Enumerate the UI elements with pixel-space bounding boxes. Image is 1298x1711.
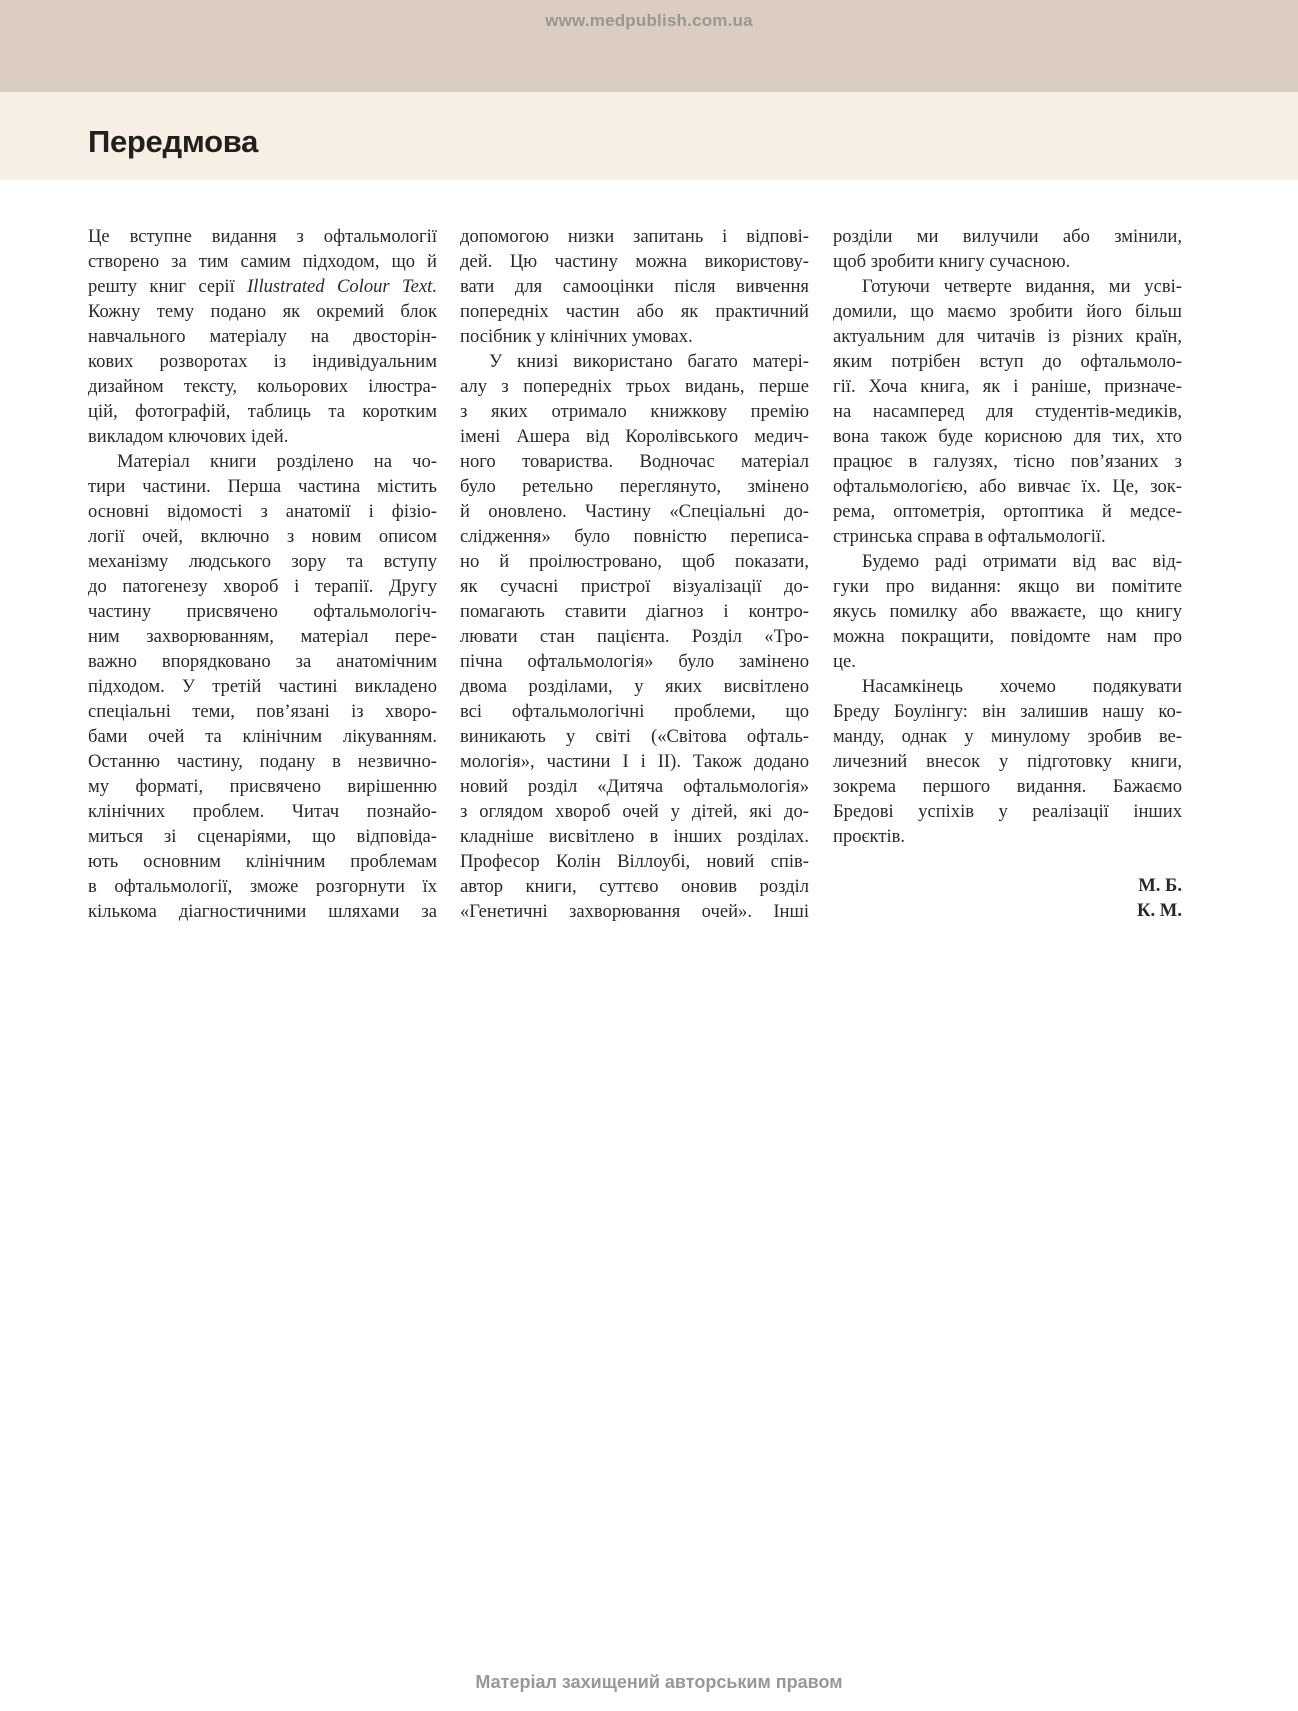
- text-line: [88, 674, 437, 699]
- text-column-2: [460, 224, 809, 924]
- text-line: [460, 499, 809, 524]
- line-text: ного товариства. Водночас матеріал: [460, 451, 809, 472]
- line-text: дей. Цю частину можна використову-: [460, 251, 809, 272]
- line-text: до патогенезу хвороб і терапії. Другу: [88, 576, 437, 597]
- text-line: [88, 224, 437, 249]
- text-line: [88, 799, 437, 824]
- text-line: [833, 574, 1182, 599]
- line-text: слідження» було повністю переписа-: [460, 526, 809, 547]
- text-line: [88, 249, 437, 274]
- line-text: ним захворюванням, матеріал пере-: [88, 626, 437, 647]
- text-line: [460, 649, 809, 674]
- line-text: гуки про видання: якщо ви помітите: [833, 576, 1182, 597]
- text-line: [460, 474, 809, 499]
- author-initials: К. М.: [1137, 900, 1182, 921]
- line-text: викладом ключових ідей.: [88, 426, 289, 447]
- line-text: спеціальні теми, пов’язані із хворо-: [88, 701, 437, 722]
- text-line: [833, 599, 1182, 624]
- line-text: виникають у світі («Світова офталь-: [460, 726, 809, 747]
- text-line: [460, 824, 809, 849]
- text-line: [833, 249, 1182, 274]
- text-line: [88, 624, 437, 649]
- text-line: [460, 574, 809, 599]
- line-text: решту книг серії: [88, 276, 248, 297]
- line-text: Це вступне видання з офтальмології: [88, 226, 437, 247]
- line-text: Матеріал книги розділено на чо-: [117, 451, 437, 472]
- line-text: лювати стан пацієнта. Розділ «Тро-: [460, 626, 809, 647]
- text-line: [460, 749, 809, 774]
- text-line: [88, 449, 437, 474]
- text-line: [88, 599, 437, 624]
- text-line: [460, 599, 809, 624]
- text-line: [460, 224, 809, 249]
- text-line: [460, 699, 809, 724]
- line-text: Кожну тему подано як окремий блок: [88, 301, 437, 322]
- text-line: [833, 224, 1182, 249]
- line-text: стринська справа в офтальмології.: [833, 526, 1106, 547]
- text-line: [833, 674, 1182, 699]
- line-text: в офтальмології, зможе розгорнути їх: [88, 876, 437, 897]
- line-text: імені Ашера від Королівського медич-: [460, 426, 809, 447]
- line-text: рема, оптометрія, ортоптика й медсе-: [833, 501, 1182, 522]
- text-column-1: [88, 224, 437, 924]
- line-text: му форматі, присвячено вирішенню: [88, 776, 437, 797]
- text-line: [833, 324, 1182, 349]
- line-text: личезний внесок у підготовку книги,: [833, 751, 1182, 772]
- header-band: [0, 0, 1298, 92]
- text-line: [833, 799, 1182, 824]
- text-column-3: [833, 224, 1182, 923]
- copyright-notice: Матеріал захищений авторським правом: [475, 1672, 843, 1692]
- line-text: кладніше висвітлено в інших розділах.: [460, 826, 809, 847]
- line-text: помагають ставити діагноз і контро-: [460, 601, 809, 622]
- line-text: попередніх частин або як практичний: [460, 301, 809, 322]
- text-line: [833, 724, 1182, 749]
- text-line: [833, 524, 1182, 549]
- line-text: створено за тим самим підходом, що й: [88, 251, 437, 272]
- text-line: [88, 274, 437, 299]
- text-line: [833, 824, 1182, 849]
- line-text: підходом. У третій частині викладено: [88, 676, 437, 697]
- line-text: Бредові успіхів у реалізації інших: [833, 801, 1182, 822]
- line-text: кількома діагностичними шляхами за: [88, 901, 437, 922]
- line-text: вати для самооцінки після вивчення: [460, 276, 809, 297]
- text-line: [460, 674, 809, 699]
- text-line: [460, 849, 809, 874]
- line-text: миться зі сценаріями, що відповіда-: [88, 826, 437, 847]
- text-line: [460, 399, 809, 424]
- text-line: [833, 699, 1182, 724]
- text-line: [460, 774, 809, 799]
- line-text: якусь помилку або вважаєте, що книгу: [833, 601, 1182, 622]
- line-text: У книзі використано багато матері-: [489, 351, 809, 372]
- text-line: [460, 799, 809, 824]
- line-text: й оновлено. Частину «Спеціальні до-: [460, 501, 809, 522]
- text-line: [460, 374, 809, 399]
- text-line: [88, 374, 437, 399]
- text-line: [88, 849, 437, 874]
- line-text: актуальним для читачів із різних країн,: [833, 326, 1182, 347]
- line-text: було ретельно переглянуто, змінено: [460, 476, 809, 497]
- text-line: [460, 424, 809, 449]
- text-line: [833, 399, 1182, 424]
- line-text: логії очей, включно з новим описом: [88, 526, 437, 547]
- text-line: [460, 899, 809, 924]
- line-text: допомогою низки запитань і відпові-: [460, 226, 809, 247]
- line-text: тири частини. Перша частина містить: [88, 476, 437, 497]
- text-line: [88, 324, 437, 349]
- line-text: новий розділ «Дитяча офтальмологія»: [460, 776, 809, 797]
- text-line: [833, 274, 1182, 299]
- line-text: Будемо раді отримати від вас від-: [862, 551, 1182, 572]
- line-text: як сучасні пристрої візуалізації до-: [460, 576, 809, 597]
- line-text: цій, фотографій, таблиць та коротким: [88, 401, 437, 422]
- line-text: всі офтальмологічні проблеми, що: [460, 701, 809, 722]
- line-text: офтальмологією, або вивчає їх. Це, зок-: [833, 476, 1182, 497]
- signature-spacer: [833, 849, 1182, 873]
- line-text: мологія», частини I і II). Також додано: [460, 751, 809, 772]
- text-line: [460, 249, 809, 274]
- line-text: Готуючи четверте видання, ми усві-: [862, 276, 1182, 297]
- line-text: важно впорядковано за анатомічним: [88, 651, 437, 672]
- text-line: [88, 299, 437, 324]
- text-line: [833, 424, 1182, 449]
- line-text: основні відомості з анатомії і фізіо-: [88, 501, 437, 522]
- text-line: [460, 524, 809, 549]
- line-text: щоб зробити книгу сучасною.: [833, 251, 1071, 272]
- line-text: манду, однак у минулому зробив ве-: [833, 726, 1182, 747]
- text-line: [833, 649, 1182, 674]
- line-text: домили, що маємо зробити його більш: [833, 301, 1182, 322]
- line-text: зокрема першого видання. Бажаємо: [833, 776, 1182, 797]
- text-line: [460, 299, 809, 324]
- text-line: [88, 474, 437, 499]
- text-line: [88, 574, 437, 599]
- text-line: [88, 649, 437, 674]
- line-text: з оглядом хвороб очей у дітей, які до-: [460, 801, 809, 822]
- line-text: розділи ми вилучили або змінили,: [833, 226, 1182, 247]
- text-line: [88, 899, 437, 924]
- text-line: [88, 724, 437, 749]
- line-text: можна покращити, повідомте нам про: [833, 626, 1182, 647]
- line-text: на насамперед для студентів-медиків,: [833, 401, 1182, 422]
- series-title-italic: Illustrated Colour Text.: [247, 276, 437, 297]
- line-text: автор книги, суттєво оновив розділ: [460, 876, 809, 897]
- line-text: двома розділами, у яких висвітлено: [460, 676, 809, 697]
- line-text: з яких отримало книжкову премію: [460, 401, 809, 422]
- text-line: [460, 724, 809, 749]
- text-line: [88, 349, 437, 374]
- text-line: [833, 299, 1182, 324]
- text-line: [833, 499, 1182, 524]
- page-title: Передмова: [88, 124, 259, 159]
- text-line: [88, 824, 437, 849]
- text-line: [833, 749, 1182, 774]
- line-text: клінічних проблем. Читач познайо-: [88, 801, 437, 822]
- text-line: [833, 624, 1182, 649]
- text-line: [460, 349, 809, 374]
- text-line: [460, 624, 809, 649]
- line-text: це.: [833, 651, 856, 672]
- line-text: кових розворотах із індивідуальним: [88, 351, 437, 372]
- text-line: [460, 449, 809, 474]
- line-text: посібник у клінічних умовах.: [460, 326, 693, 347]
- line-text: «Генетичні захворювання очей». Інші: [460, 901, 809, 922]
- line-text: гії. Хоча книга, як і раніше, призначе-: [833, 376, 1182, 397]
- line-text: механізму людського зору та вступу: [88, 551, 437, 572]
- line-text: Бреду Боулінгу: він залишив нашу ко-: [833, 701, 1182, 722]
- text-line: [833, 774, 1182, 799]
- text-line: [833, 349, 1182, 374]
- line-text: навчального матеріалу на двосторін-: [88, 326, 437, 347]
- text-line: [88, 424, 437, 449]
- text-line: [88, 499, 437, 524]
- text-line: [88, 549, 437, 574]
- line-text: Останню частину, подану в незвично-: [88, 751, 437, 772]
- line-text: частину присвячено офтальмологіч-: [88, 601, 437, 622]
- text-line: [88, 699, 437, 724]
- text-line: [88, 399, 437, 424]
- line-text: пічна офтальмологія» було замінено: [460, 651, 809, 672]
- line-text: проєктів.: [833, 826, 906, 847]
- text-line: [833, 449, 1182, 474]
- text-line: [833, 374, 1182, 399]
- line-text: бами очей та клінічним лікуванням.: [88, 726, 437, 747]
- line-text: яким потрібен вступ до офтальмоло-: [833, 351, 1182, 372]
- text-line: [88, 874, 437, 899]
- text-line: [460, 549, 809, 574]
- text-line: [460, 874, 809, 899]
- text-line: [460, 324, 809, 349]
- text-line: [88, 524, 437, 549]
- text-line: [833, 474, 1182, 499]
- line-text: Насамкінець хочемо подякувати: [862, 676, 1182, 697]
- line-text: працює в галузях, тісно пов’язаних з: [833, 451, 1182, 472]
- line-text: дизайном тексту, кольорових ілюстра-: [88, 376, 437, 397]
- author-initials: М. Б.: [1138, 875, 1182, 896]
- text-line: [833, 549, 1182, 574]
- site-url-watermark: www.medpublish.com.ua: [545, 11, 753, 30]
- line-text: но й проілюстровано, щоб показати,: [460, 551, 809, 572]
- text-line: [88, 749, 437, 774]
- text-line: [460, 274, 809, 299]
- line-text: алу з попередніх трьох видань, перше: [460, 376, 809, 397]
- line-text: Професор Колін Віллоубі, новий спів-: [460, 851, 809, 872]
- line-text: вона також буде корисною для тих, хто: [833, 426, 1182, 447]
- line-text: ють основним клінічним проблемам: [88, 851, 437, 872]
- text-line: [88, 774, 437, 799]
